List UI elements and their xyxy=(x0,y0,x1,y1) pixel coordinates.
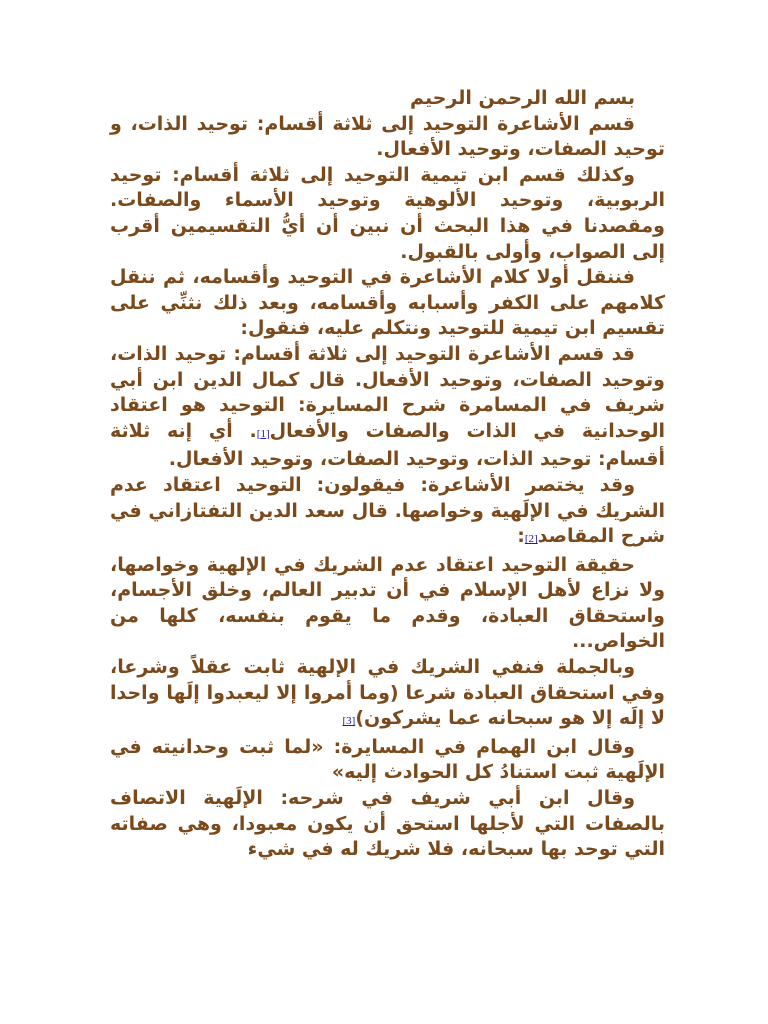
paragraph-text: . أي إنه ثلاثة أقسام: توحيد الذات، وتوحيد الصفات، وتوحيد الأفعال. xyxy=(110,419,665,471)
paragraph-taftazani-quote: حقيقة التوحيد اعتقاد عدم الشريك في الإلهية وخواصها، ولا نزاع لأهل الإسلام في أن تدبير العالم، وخلق الأجسام، واستحقاق العبادة، وقدم ما يقوم بنفسه، كلها من الخواص... xyxy=(110,553,665,653)
paragraph-method: فننقل أولا كلام الأشاعرة في التوحيد وأقسامه، ثم ننقل كلامهم على الكفر وأسبابه وأقسامه، وبعد ذلك نثنِّي على تقسيم ابن تيمية للتوحيد ونتكلم عليه، فنقول: xyxy=(110,266,665,340)
paragraph-text: قد قسم الأشاعرة التوحيد إلى ثلاثة أقسام: توحيد الذات، وتوحيد الصفات، وتوحيد الأفعال. قال كمال الدين ابن أبي شريف في المسامرة شرح المسايرة: التوحيد هو اعتقاد الوحدانية في الذات والصفات والأفعال xyxy=(110,342,666,442)
paragraph-ibn-taymiyya-division: وكذلك قسم ابن تيمية التوحيد إلى ثلاثة أقسام: توحيد الربوبية، وتوحيد الألوهية وتوحيد الأسماء والصفات. ومقصدنا في هذا البحث أن نبين أن أيُّ التقسيمين أقرب إلى الصواب، وأولى بالقبول. xyxy=(110,163,665,263)
paragraph-kamal-al-din-quote xyxy=(110,342,665,473)
document-body xyxy=(110,86,665,863)
paragraph-taftazani-intro xyxy=(110,473,665,553)
footnote-link-1[interactable]: [1] xyxy=(256,427,270,440)
paragraph-quran-verse xyxy=(110,655,665,735)
paragraph-text: وقد يختصر الأشاعرة: فيقولون: التوحيد اعتقاد عدم الشريك في الإلَهية وخواصها. قال سعد الدين التفتازاني في شرح المقاصد xyxy=(110,473,665,548)
paragraph-ibn-al-humam-quote: وقال ابن الهمام في المسايرة: «لما ثبت وحدانيته في الإلَهية ثبت استنادُ كل الحوادث إليه» xyxy=(110,735,665,784)
basmala-line: بسم الله الرحمن الرحيم xyxy=(410,87,635,109)
paragraph-text: وبالجملة فنفي الشريك في الإلهية ثابت عقلاً وشرعا، وفي استحقاق العبادة شرعا (وما أمروا إلا ليعبدوا إلَها واحدا لا إلَه إلا هو سبحانه عما يشركون) xyxy=(110,656,665,730)
paragraph-ibn-abi-sharif-commentary: وقال ابن أبي شريف في شرحه: الإلَهية الاتصاف بالصفات التي لأجلها استحق أن يكون معبودا، وهي صفاته التي توحد بها سبحانه، فلا شريك له في شيء xyxy=(110,787,665,861)
footnote-link-2[interactable]: [2] xyxy=(524,533,538,546)
footnote-link-3[interactable]: [3] xyxy=(342,715,356,728)
paragraph-text: : xyxy=(517,525,525,548)
paragraph-ashaira-division: قسم الأشاعرة التوحيد إلى ثلاثة أقسام: توحيد الذات، و توحيد الصفات، وتوحيد الأفعال. xyxy=(110,112,665,161)
